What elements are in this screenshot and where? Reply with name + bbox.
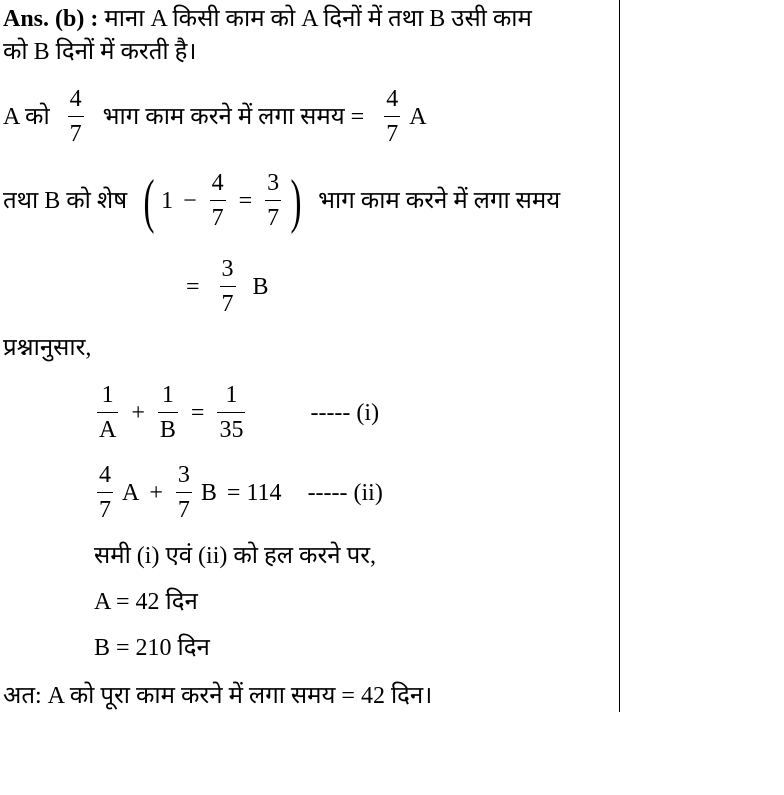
eq1-c-den: 35 <box>219 417 244 443</box>
step-b-minus: − <box>183 187 197 214</box>
step-b-result-var: B <box>252 273 269 300</box>
eq1-tag: ----- (i) <box>310 399 380 426</box>
step-b-f1-den: 7 <box>211 205 224 231</box>
step-a-frac-den: 7 <box>69 121 82 147</box>
eq1-frac-b <box>158 378 178 447</box>
eq2-frac-b <box>176 458 192 527</box>
eq2-plus: + <box>149 479 163 506</box>
answer-line-1 <box>3 5 532 33</box>
step-b-f1-num: 4 <box>210 166 226 201</box>
eq2-frac-a <box>97 458 113 527</box>
eq2-b-num: 3 <box>176 458 192 493</box>
equation-2 <box>94 458 383 527</box>
step-a-frac-num: 4 <box>68 82 84 117</box>
step-a-line <box>3 82 427 151</box>
step-a-rhs-den: 7 <box>386 121 399 147</box>
step-b-line <box>3 166 560 235</box>
eq1-b-num: 1 <box>158 378 178 413</box>
step-b-result-fraction <box>220 252 236 321</box>
step-b-frac-2 <box>265 166 281 235</box>
eq2-tag: ----- (ii) <box>307 479 383 506</box>
step-a-prefix: A को <box>3 103 50 130</box>
right-paren: ) <box>290 167 302 234</box>
right-margin-rule <box>619 0 620 712</box>
left-paren: ( <box>143 167 155 234</box>
equation-1 <box>94 378 379 447</box>
eq1-plus: + <box>131 399 145 426</box>
eq2-a-var: A <box>122 479 140 506</box>
step-a-rhs-var: A <box>409 103 427 130</box>
step-a-rhs-fraction <box>384 82 400 151</box>
eq2-b-den: 7 <box>177 497 190 523</box>
step-b-one: 1 <box>161 187 174 214</box>
conclusion: अत: A को पूरा काम करने में लगा समय = 42 दिन। <box>3 683 433 709</box>
result-a: A = 42 दिन <box>94 589 198 615</box>
result-b: B = 210 दिन <box>94 635 210 661</box>
step-b-suffix: भाग काम करने में लगा समय <box>318 187 561 214</box>
step-b-prefix: तथा B को शेष <box>3 187 128 214</box>
step-a-middle: भाग काम करने में लगा समय = <box>102 103 365 130</box>
solve-text: समी (i) एवं (ii) को हल करने पर, <box>94 543 377 569</box>
step-b-f2-num: 3 <box>265 166 281 201</box>
answer-line-1-text: माना A किसी काम को A दिनों में तथा B उसी काम <box>104 6 532 32</box>
step-b-result-num: 3 <box>220 252 236 287</box>
eq1-eq: = <box>190 399 205 426</box>
step-b-f2-den: 7 <box>267 205 280 231</box>
eq1-c-num: 1 <box>217 378 245 413</box>
eq2-b-var: B <box>200 479 217 506</box>
step-b-frac-1 <box>210 166 226 235</box>
step-a-fraction <box>68 82 84 151</box>
eq2-a-num: 4 <box>97 458 113 493</box>
step-b-result-line <box>186 252 269 321</box>
step-b-eq: = <box>238 187 253 214</box>
eq1-frac-a <box>97 378 118 447</box>
step-b-result-den: 7 <box>221 291 234 317</box>
according-label: प्रश्नानुसार, <box>3 335 92 361</box>
answer-line-2: को B दिनों में करती है। <box>3 39 197 65</box>
step-b-result-eq: = <box>186 273 200 300</box>
step-a-rhs-num: 4 <box>384 82 400 117</box>
eq1-b-den: B <box>159 417 176 443</box>
eq1-frac-c <box>217 378 245 447</box>
eq2-a-den: 7 <box>99 497 111 523</box>
eq1-a-num: 1 <box>97 378 118 413</box>
eq2-rhs: = 114 <box>226 479 282 506</box>
answer-label: Ans. (b) : <box>3 6 99 32</box>
eq1-a-den: A <box>99 417 117 443</box>
